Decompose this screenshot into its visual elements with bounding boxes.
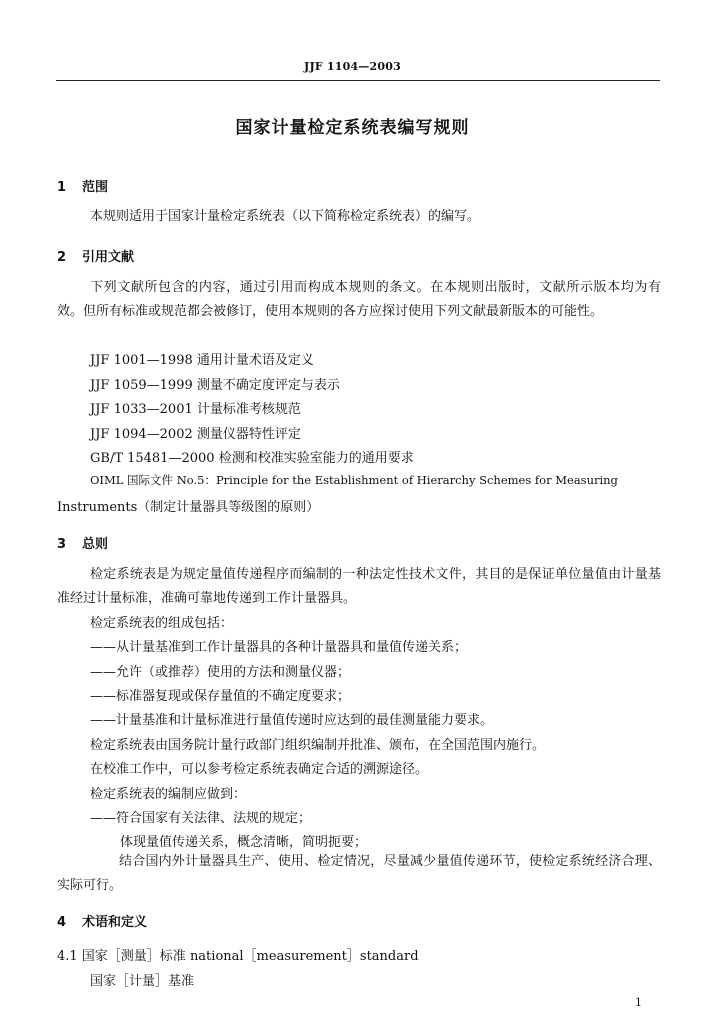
section-4-heading — [57, 911, 147, 930]
reference-item: JJF 1033—2001 计量标准考核规范 — [90, 402, 301, 417]
section-number: 2 — [57, 250, 67, 265]
section-title: 术语和定义 — [82, 915, 148, 930]
section-2-intro: 下列文献所包含的内容，通过引用而构成本规则的条文。在本规则出版时，文献所示版本均为有效。但所有标准或规范都会被修订，使用本规则的各方应探讨使用下列文献最新版本的可能性。 — [57, 280, 661, 319]
section-3-line: 检定系统表的编制应做到： — [90, 787, 247, 802]
term-4-1-synonym: 国家［计量］基准 — [90, 974, 195, 989]
section-3-line: ——符合国家有关法律、法规的规定； — [90, 811, 312, 826]
reference-item: JJF 1001—1998 通用计量术语及定义 — [90, 353, 314, 368]
section-3-line: ——从计量基准到工作计量器具的各种计量器具和量值传递关系； — [90, 640, 468, 655]
reference-item-oiml-cont: Instruments（制定计量器具等级图的原则） — [57, 500, 320, 515]
running-header: JJF 1104—2003 — [304, 60, 401, 73]
section-3-heading — [57, 533, 108, 552]
section-1-heading — [57, 176, 108, 195]
section-1-body: 本规则适用于国家计量检定系统表（以下简称检定系统表）的编写。 — [90, 209, 481, 224]
section-3-line: 检定系统表由国务院计量行政部门组织编制并批准、颁布，在全国范围内施行。 — [90, 738, 546, 753]
document-title: 国家计量检定系统表编写规则 — [235, 118, 470, 138]
section-3-line: 在校准工作中，可以参考检定系统表确定合适的溯源途径。 — [90, 762, 429, 777]
section-3-line: 检定系统表的组成包括： — [90, 616, 234, 631]
reference-item: JJF 1059—1999 测量不确定度评定与表示 — [90, 378, 340, 393]
reference-item: JJF 1094—2002 测量仪器特性评定 — [90, 427, 301, 442]
reference-item: GB/T 15481—2000 检测和校准实验室能力的通用要求 — [90, 451, 414, 466]
section-title: 总则 — [82, 537, 109, 552]
section-number: 1 — [57, 180, 67, 195]
reference-item-oiml: OIML 国际文件 No.5：Principle for the Establishment of Hierarchy Schemes for Measuring — [90, 473, 618, 487]
section-number: 4 — [57, 915, 67, 930]
section-3-line: 体现量值传递关系，概念清晰，简明扼要； — [120, 835, 368, 850]
header-rule — [56, 80, 660, 81]
section-3-paragraph: 检定系统表是为规定量值传递程序而编制的一种法定性技术文件，其目的是保证单位量值由计量基准经过计量标准，准确可靠地传递到工作计量器具。 — [57, 567, 661, 606]
section-number: 3 — [57, 537, 67, 552]
section-3-line: ——标准器复现或保存量值的不确定度要求； — [90, 689, 351, 704]
section-2-heading — [57, 246, 134, 265]
term-4-1: 4.1 国家［测量］标准 national［measurement］standard — [57, 949, 419, 964]
section-title: 范围 — [82, 180, 109, 195]
page-number: 1 — [635, 996, 642, 1009]
section-title: 引用文献 — [82, 250, 135, 265]
section-3-line: ——允许（或推荐）使用的方法和测量仪器； — [90, 665, 351, 680]
section-3-paragraph: 结合国内外计量器具生产、使用、检定情况，尽量减少量值传递环节，使检定系统经济合理、实际可行。 — [57, 854, 661, 893]
section-3-line: ——计量基准和计量标准进行量值传递时应达到的最佳测量能力要求。 — [90, 713, 494, 728]
